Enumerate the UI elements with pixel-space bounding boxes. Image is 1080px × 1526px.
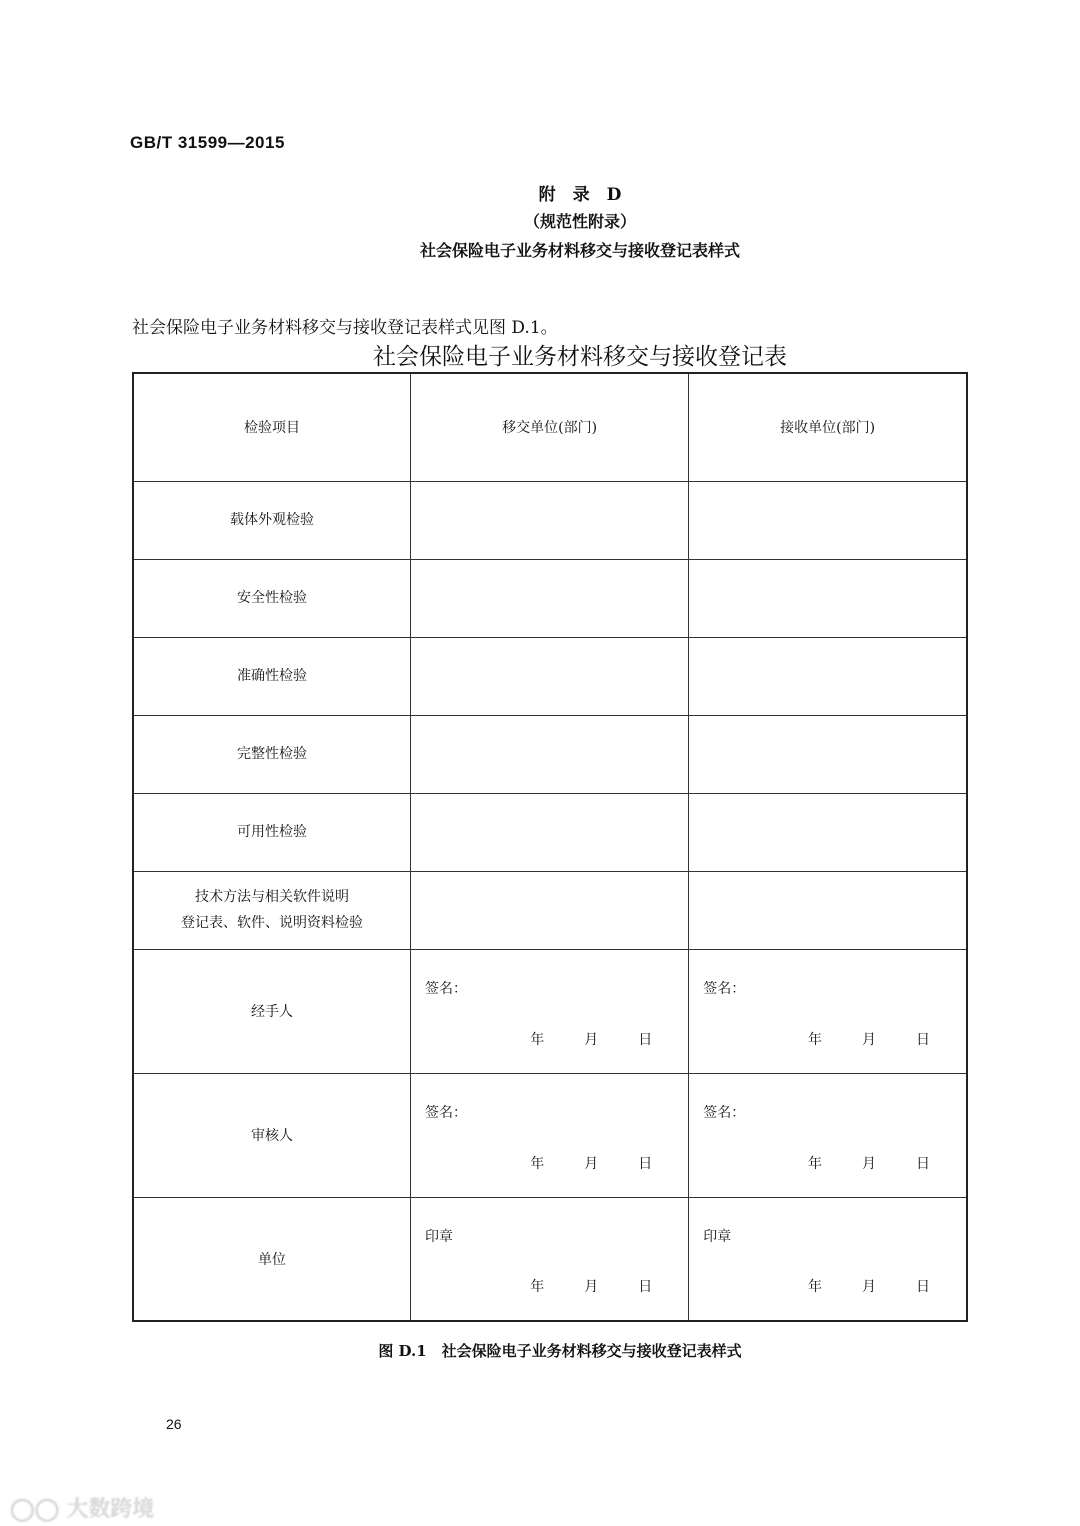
- table-header-row: [133, 373, 967, 481]
- sign-field-label: 印章: [425, 1228, 453, 1245]
- standard-number: GB/T 31599—2015: [130, 133, 285, 152]
- intro-text: 社会保险电子业务材料移交与接收登记表样式见图 D.1。: [132, 318, 558, 338]
- header-cell: 检验项目: [133, 373, 411, 481]
- check-item-label: 技术方法与相关软件说明 登记表、软件、说明资料检验: [133, 871, 411, 949]
- month-label: 月: [862, 1279, 876, 1295]
- date-field: [768, 1153, 930, 1173]
- receive-cell[interactable]: [689, 793, 967, 871]
- transfer-sign-cell[interactable]: [411, 949, 689, 1073]
- receive-cell[interactable]: [689, 559, 967, 637]
- month-label: 月: [862, 1155, 876, 1172]
- registration-table: [132, 372, 968, 1322]
- table-row: [133, 871, 967, 949]
- date-field: [768, 1276, 930, 1296]
- table-row: [133, 715, 967, 793]
- receive-cell[interactable]: [689, 637, 967, 715]
- sign-field-label: 签名：: [425, 1104, 467, 1121]
- transfer-cell[interactable]: [411, 559, 689, 637]
- day-label: 日: [638, 1279, 653, 1295]
- table-row: [133, 559, 967, 637]
- year-label: 年: [808, 1155, 822, 1172]
- appendix-title: 社会保险电子业务材料移交与接收登记表样式: [419, 241, 740, 260]
- transfer-cell[interactable]: [411, 637, 689, 715]
- transfer-sign-cell[interactable]: [411, 1197, 689, 1321]
- date-field: [490, 1276, 652, 1296]
- day-label: 日: [916, 1155, 930, 1172]
- year-label: 年: [808, 1031, 822, 1048]
- day-label: 日: [916, 1031, 930, 1048]
- appendix-type: （规范性附录）: [523, 212, 636, 231]
- check-item-label: 准确性检验: [133, 637, 411, 715]
- header-cell: 移交单位(部门): [411, 373, 689, 481]
- date-field: [768, 1029, 930, 1049]
- day-label: 日: [638, 1031, 653, 1048]
- year-label: 年: [530, 1031, 545, 1048]
- receive-cell[interactable]: [689, 481, 967, 559]
- check-item-label: 可用性检验: [133, 793, 411, 871]
- sign-row-label: 审核人: [133, 1073, 411, 1197]
- sign-field-label: 印章: [703, 1228, 732, 1245]
- sign-field-label: 签名：: [703, 980, 746, 997]
- receive-sign-cell[interactable]: [689, 1073, 967, 1197]
- watermark-text: 大数跨境: [66, 1497, 155, 1522]
- year-label: 年: [530, 1155, 545, 1172]
- watermark-logo: ◯◯ 大数跨境: [10, 1497, 155, 1522]
- year-label: 年: [808, 1279, 822, 1295]
- receive-sign-cell[interactable]: [689, 1197, 967, 1321]
- check-item-label: 载体外观检验: [133, 481, 411, 559]
- transfer-cell[interactable]: [411, 793, 689, 871]
- sign-row: [133, 1197, 967, 1321]
- sign-row: [133, 1073, 967, 1197]
- month-label: 月: [584, 1279, 599, 1295]
- header-cell: 接收单位(部门): [689, 373, 967, 481]
- day-label: 日: [638, 1155, 653, 1172]
- transfer-sign-cell[interactable]: [411, 1073, 689, 1197]
- check-item-label: 完整性检验: [133, 715, 411, 793]
- sign-field-label: 签名：: [703, 1104, 746, 1121]
- transfer-cell[interactable]: [411, 871, 689, 949]
- date-field: [490, 1029, 652, 1049]
- month-label: 月: [862, 1031, 876, 1048]
- sign-field-label: 签名：: [425, 980, 467, 997]
- sign-row: [133, 949, 967, 1073]
- page-number: 26: [166, 1416, 182, 1432]
- table-row: [133, 793, 967, 871]
- receive-cell[interactable]: [689, 871, 967, 949]
- transfer-cell[interactable]: [411, 481, 689, 559]
- year-label: 年: [530, 1279, 545, 1295]
- sign-row-label: 经手人: [133, 949, 411, 1073]
- table-row: [133, 637, 967, 715]
- month-label: 月: [584, 1155, 599, 1172]
- figure-caption: 图 D.1 社会保险电子业务材料移交与接收登记表样式: [378, 1342, 742, 1360]
- receive-cell[interactable]: [689, 715, 967, 793]
- check-item-label: 安全性检验: [133, 559, 411, 637]
- date-field: [490, 1153, 652, 1173]
- receive-sign-cell[interactable]: [689, 949, 967, 1073]
- table-row: [133, 481, 967, 559]
- transfer-cell[interactable]: [411, 715, 689, 793]
- day-label: 日: [916, 1279, 930, 1295]
- table-title: 社会保险电子业务材料移交与接收登记表: [373, 344, 787, 370]
- month-label: 月: [584, 1031, 599, 1048]
- appendix-label: 附 录 D: [538, 185, 622, 205]
- sign-row-label: 单位: [133, 1197, 411, 1321]
